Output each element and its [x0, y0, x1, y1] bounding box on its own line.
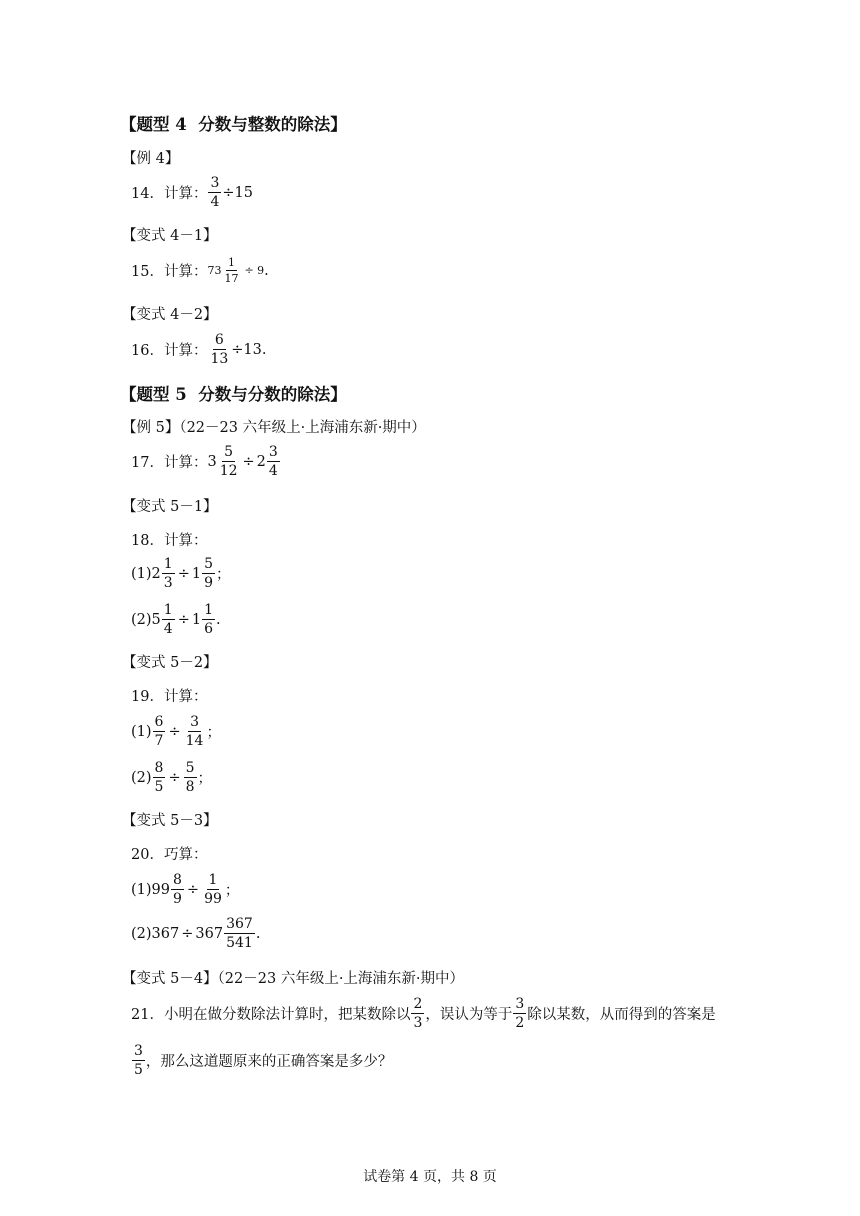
denominator: 99 — [204, 891, 222, 907]
numerator: 2 — [413, 996, 423, 1012]
fraction — [153, 715, 166, 748]
fraction — [202, 873, 224, 906]
whole-number: 1 — [191, 611, 202, 628]
problem-prefix: 17．计算： — [131, 455, 208, 471]
fraction — [162, 557, 175, 590]
example-tag-4: 【例 4】 — [122, 151, 180, 167]
fraction — [208, 176, 221, 209]
denominator: 6 — [204, 621, 214, 637]
problem-text: ，那么这道题原来的正确答案是多少？ — [145, 1054, 393, 1070]
part-label: (2) — [131, 925, 152, 942]
numerator: 6 — [214, 332, 224, 348]
divide-sign: ÷ — [181, 925, 194, 942]
numerator: 1 — [163, 602, 173, 618]
denominator: 17 — [224, 272, 239, 285]
denominator: 14 — [185, 733, 204, 749]
end-mark: ； — [197, 771, 213, 787]
fraction — [411, 997, 424, 1030]
bracket-open: 【 — [120, 115, 137, 134]
whole-number: 99 — [151, 881, 170, 898]
example-tag-5: 【例 5】（22－23 六年级上·上海浦东新·期中） — [122, 420, 426, 436]
numerator: 3 — [190, 714, 199, 730]
problem-14 — [131, 176, 253, 209]
numerator: 3 — [268, 444, 278, 460]
section-label: 题型 5 — [136, 385, 187, 404]
numerator: 3 — [210, 175, 220, 191]
denominator: 7 — [154, 733, 164, 749]
denominator: 9 — [173, 891, 182, 907]
variant-tag-5-2: 【变式 5－2】 — [122, 655, 218, 671]
numerator: 1 — [204, 602, 214, 618]
fraction — [153, 761, 166, 794]
part-label: (1) — [131, 881, 152, 898]
problem-21-line-2 — [131, 1044, 392, 1077]
denominator: 3 — [413, 1015, 423, 1031]
numerator: 1 — [163, 556, 173, 572]
part-label: (1) — [131, 565, 152, 582]
divide-sign: ÷ — [177, 611, 190, 628]
numerator: 3 — [134, 1043, 143, 1059]
variant-tag-5-3: 【变式 5－3】 — [122, 813, 218, 829]
expression-rest: ÷13 — [231, 341, 262, 358]
problem-21-line-1 — [131, 997, 716, 1030]
numerator: 5 — [204, 556, 214, 572]
variant-tag-5-1: 【变式 5－1】 — [122, 499, 218, 515]
expression-rest: ÷ 9 — [244, 264, 265, 277]
variant-tag-5-4: 【变式 5－4】（22－23 六年级上·上海浦东新·期中） — [122, 971, 465, 987]
problem-20-part-1 — [131, 873, 239, 906]
divide-sign: ÷ — [168, 723, 181, 740]
bracket-close: 】 — [330, 385, 347, 404]
fraction — [171, 873, 184, 906]
denominator: 5 — [154, 779, 164, 795]
fraction — [513, 997, 526, 1030]
part-label: (2) — [131, 611, 152, 628]
problem-17 — [131, 445, 281, 478]
fraction — [162, 603, 175, 636]
denominator: 3 — [163, 575, 173, 591]
numerator: 5 — [185, 760, 195, 776]
problem-18-part-1 — [131, 557, 231, 590]
whole-number: 367 — [151, 925, 180, 942]
section-heading-4 — [120, 111, 347, 135]
fraction — [184, 715, 206, 748]
problem-text: 21．小明在做分数除法计算时，把某数除以 — [131, 1007, 411, 1023]
denominator: 5 — [134, 1062, 143, 1078]
denominator: 4 — [210, 194, 220, 210]
denominator: 541 — [226, 935, 253, 951]
divide-sign: ÷ — [242, 453, 255, 470]
expression-rest: ÷15 — [222, 184, 253, 201]
fraction — [267, 445, 280, 478]
whole-number: 367 — [195, 925, 224, 942]
denominator: 4 — [268, 463, 278, 479]
numerator: 3 — [515, 996, 525, 1012]
problem-text: ，误认为等于 — [425, 1007, 513, 1023]
numerator: 367 — [226, 916, 253, 932]
section-title: 分数与整数的除法 — [198, 115, 331, 134]
whole-number: 5 — [151, 611, 161, 628]
part-label: (1) — [131, 723, 152, 740]
problem-19-part-1 — [131, 715, 221, 748]
fraction — [208, 333, 230, 366]
fraction — [202, 557, 215, 590]
whole-number: 2 — [151, 565, 161, 582]
whole-number: 2 — [256, 453, 266, 470]
denominator: 9 — [204, 575, 214, 591]
whole-number: 1 — [191, 565, 202, 582]
fraction — [224, 917, 255, 950]
whole-number: 3 — [207, 453, 217, 470]
problem-18: 18．计算： — [131, 533, 208, 549]
problem-text: 除以某数，从而得到的答案是 — [527, 1007, 716, 1023]
end-mark: ； — [216, 567, 231, 583]
variant-tag-4-2: 【变式 4－2】 — [122, 307, 218, 323]
denominator: 4 — [163, 621, 173, 637]
numerator: 8 — [173, 872, 182, 888]
section-title: 分数与分数的除法 — [198, 385, 331, 404]
problem-15 — [131, 257, 269, 284]
denominator: 13 — [210, 351, 229, 367]
section-label: 题型 4 — [136, 115, 187, 134]
part-label: (2) — [131, 769, 152, 786]
fraction — [202, 603, 215, 636]
whole-number: 73 — [207, 264, 222, 277]
divide-sign: ÷ — [168, 769, 181, 786]
end-mark: . — [255, 925, 261, 942]
page-footer: 试卷第 4 页，共 8 页 — [363, 1169, 497, 1185]
divide-sign: ÷ — [177, 565, 190, 582]
problem-prefix: 15．计算： — [131, 264, 208, 280]
numerator: 1 — [208, 872, 218, 888]
end-mark: . — [264, 262, 269, 279]
end-mark: . — [261, 341, 267, 358]
denominator: 12 — [219, 463, 238, 479]
denominator: 8 — [185, 779, 195, 795]
problem-18-part-2 — [131, 603, 221, 636]
end-mark: . — [216, 611, 221, 628]
problem-20-part-2 — [131, 917, 260, 950]
end-mark: ； — [224, 883, 240, 899]
problem-16 — [131, 333, 267, 366]
fraction — [184, 761, 197, 794]
problem-19-part-2 — [131, 761, 212, 794]
problem-20: 20．巧算： — [131, 847, 208, 863]
problem-prefix: 14．计算： — [131, 186, 208, 202]
section-heading-5 — [120, 381, 347, 405]
numerator: 5 — [224, 444, 234, 460]
fraction — [222, 257, 240, 284]
end-mark: ； — [206, 725, 221, 741]
variant-tag-4-1: 【变式 4－1】 — [122, 228, 218, 244]
problem-prefix: 16．计算： — [131, 343, 208, 359]
divide-sign: ÷ — [186, 881, 200, 898]
fraction — [218, 445, 240, 478]
problem-19: 19．计算： — [131, 689, 208, 705]
bracket-open: 【 — [120, 385, 137, 404]
numerator: 1 — [227, 256, 235, 269]
fraction — [132, 1044, 145, 1077]
numerator: 8 — [154, 760, 164, 776]
numerator: 6 — [154, 714, 164, 730]
denominator: 2 — [515, 1015, 525, 1031]
bracket-close: 】 — [330, 115, 347, 134]
